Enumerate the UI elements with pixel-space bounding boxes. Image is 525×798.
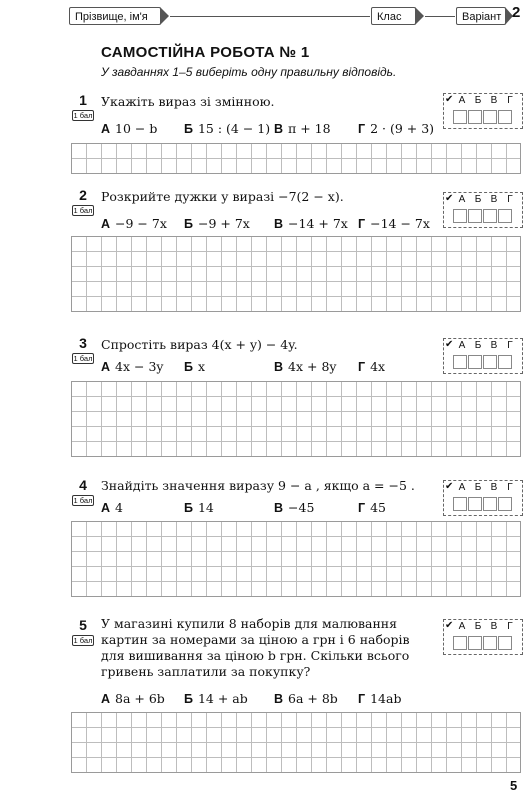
work-grid[interactable] (71, 712, 521, 773)
answer-letters (454, 340, 518, 351)
option-letter: Б (184, 692, 193, 706)
option-text: 2 · (9 + 3) (370, 121, 435, 136)
answer-box[interactable] (443, 93, 523, 129)
answer-cell[interactable] (498, 636, 512, 650)
answer-letter: Г (507, 194, 513, 205)
variant-number: 2 (512, 4, 521, 21)
option-d[interactable] (358, 121, 434, 136)
answer-cell[interactable] (453, 497, 467, 511)
option-text: 14ab (370, 691, 402, 706)
option-letter: В (274, 501, 284, 515)
answer-letter: Б (474, 482, 482, 493)
option-text: x (197, 359, 206, 374)
option-text: 14 + ab (197, 691, 248, 706)
question-number-badge (72, 336, 94, 364)
option-b[interactable] (184, 121, 270, 136)
option-text: 10 − b (115, 121, 158, 136)
option-text: −14 + 7x (288, 216, 348, 231)
answer-cell[interactable] (483, 110, 497, 124)
page-title: САМОСТІЙНА РОБОТА № 1 (101, 44, 310, 61)
option-letter: Г (358, 122, 366, 136)
option-letter: А (101, 217, 111, 231)
answer-cell[interactable] (483, 209, 497, 223)
answer-box[interactable] (443, 338, 523, 374)
option-b[interactable] (184, 359, 205, 374)
answer-letter: Б (474, 194, 482, 205)
question-number: 3 (79, 335, 87, 351)
option-text: −45 (288, 500, 315, 515)
answer-letter: В (490, 194, 498, 205)
points-label: 1 бал (73, 496, 93, 505)
answer-letter: Г (507, 95, 513, 106)
question-number-badge (72, 478, 94, 506)
points-label: 1 бал (73, 354, 93, 363)
option-letter: Б (184, 122, 193, 136)
answer-cell[interactable] (483, 497, 497, 511)
name-field-label[interactable] (69, 7, 161, 25)
answer-cell[interactable] (498, 209, 512, 223)
answer-letter: В (490, 340, 498, 351)
option-d[interactable] (358, 216, 430, 231)
question-text: Розкрийте дужки у виразі −7(2 − x). (101, 189, 344, 204)
option-c[interactable] (274, 691, 338, 706)
option-letter: Б (184, 501, 193, 515)
answer-cell[interactable] (468, 497, 482, 511)
option-c[interactable] (274, 121, 331, 136)
question-number-badge (72, 188, 94, 216)
answer-letter: Г (507, 621, 513, 632)
question-number: 5 (79, 617, 87, 633)
option-letter: В (274, 360, 284, 374)
option-a[interactable] (101, 500, 123, 515)
option-text: 14 (197, 500, 214, 515)
question-text: Укажіть вираз зі змінною. (101, 94, 275, 109)
question-text: Знайдіть значення виразу 9 − a , якщо a = −5 . (101, 478, 415, 493)
option-c[interactable] (274, 359, 336, 374)
question-number: 1 (79, 92, 87, 108)
variant-label-text: Варіант (462, 11, 502, 23)
answer-cell[interactable] (453, 110, 467, 124)
option-text: −9 − 7x (115, 216, 167, 231)
option-letter: В (274, 692, 284, 706)
option-text: 4x (370, 359, 386, 374)
question-number: 2 (79, 187, 87, 203)
answer-cells[interactable] (453, 208, 513, 227)
option-b[interactable] (184, 500, 214, 515)
option-letter: А (101, 360, 111, 374)
answer-cell[interactable] (483, 355, 497, 369)
option-text: −9 + 7x (197, 216, 250, 231)
option-d[interactable] (358, 359, 385, 374)
checkmark-icon: ✔ (445, 481, 454, 492)
option-c[interactable] (274, 216, 348, 231)
answer-cells[interactable] (453, 635, 513, 654)
answer-letter: А (458, 482, 466, 493)
option-letter: Б (184, 217, 193, 231)
option-d[interactable] (358, 500, 386, 515)
answer-box[interactable] (443, 480, 523, 516)
answer-box[interactable] (443, 619, 523, 655)
option-letter: Г (358, 360, 366, 374)
checkmark-icon: ✔ (445, 339, 454, 350)
points-label: 1 бал (73, 111, 93, 120)
answer-cell[interactable] (468, 355, 482, 369)
option-text: 4x − 3y (115, 359, 164, 374)
answer-cell[interactable] (453, 355, 467, 369)
option-text: 4 (115, 500, 123, 515)
answer-letters (454, 621, 518, 632)
name-line (170, 16, 370, 17)
option-letter: В (274, 217, 284, 231)
points-label: 1 бал (73, 206, 93, 215)
class-field-arrow (415, 7, 424, 25)
class-field-label[interactable] (371, 7, 416, 25)
option-letter: Г (358, 501, 366, 515)
answer-cell[interactable] (498, 355, 512, 369)
work-grid[interactable] (71, 381, 521, 457)
page-subtitle: У завданнях 1–5 виберіть одну правильну відповідь. (101, 65, 397, 79)
answer-letter: В (490, 95, 498, 106)
answer-letter: Б (474, 340, 482, 351)
checkmark-icon: ✔ (445, 94, 454, 105)
class-label-text: Клас (377, 11, 402, 23)
question-text: Спростіть вираз 4(x + y) − 4y. (101, 337, 298, 352)
answer-cell[interactable] (453, 209, 467, 223)
answer-cell[interactable] (453, 636, 467, 650)
option-text: 4x + 8y (288, 359, 337, 374)
answer-letter: А (458, 194, 466, 205)
option-a[interactable] (101, 359, 163, 374)
answer-letters (454, 95, 518, 106)
answer-letter: А (458, 95, 466, 106)
answer-letter: Б (474, 95, 482, 106)
question-number-badge (72, 618, 94, 646)
option-letter: Г (358, 692, 366, 706)
option-letter: А (101, 501, 111, 515)
answer-cell[interactable] (468, 209, 482, 223)
checkmark-icon: ✔ (445, 620, 454, 631)
option-text: 45 (370, 500, 386, 515)
answer-cell[interactable] (498, 497, 512, 511)
answer-letters (454, 482, 518, 493)
page-number: 5 (510, 778, 518, 793)
points-label: 1 бал (73, 636, 93, 645)
variant-field-label (456, 7, 506, 25)
answer-cells[interactable] (453, 109, 513, 128)
checkmark-icon: ✔ (445, 193, 454, 204)
name-field-arrow (160, 7, 169, 25)
option-a[interactable] (101, 121, 157, 136)
option-text: −14 − 7x (370, 216, 430, 231)
answer-letter: Г (507, 482, 513, 493)
name-label-text: Прізвище, ім'я (75, 11, 148, 23)
work-grid[interactable] (71, 236, 521, 312)
answer-letter: Г (507, 340, 513, 351)
option-c[interactable] (274, 500, 314, 515)
answer-letter: Б (474, 621, 482, 632)
answer-letter: В (490, 621, 498, 632)
option-b[interactable] (184, 216, 250, 231)
answer-cell[interactable] (468, 636, 482, 650)
answer-letter: А (458, 340, 466, 351)
option-letter: Б (184, 360, 193, 374)
work-grid[interactable] (71, 521, 521, 597)
answer-cells[interactable] (453, 496, 513, 515)
option-letter: В (274, 122, 284, 136)
option-a[interactable] (101, 216, 167, 231)
answer-letters (454, 194, 518, 205)
option-text: 15 : (4 − 1) (197, 121, 271, 136)
option-a[interactable] (101, 691, 165, 706)
option-letter: А (101, 692, 111, 706)
option-letter: Г (358, 217, 366, 231)
question-number: 4 (79, 477, 87, 493)
option-d[interactable] (358, 691, 401, 706)
class-line (425, 16, 455, 17)
answer-cell[interactable] (483, 636, 497, 650)
answer-cell[interactable] (498, 110, 512, 124)
option-b[interactable] (184, 691, 248, 706)
option-text: 8a + 6b (115, 691, 165, 706)
answer-box[interactable] (443, 192, 523, 228)
option-letter: А (101, 122, 111, 136)
answer-letter: В (490, 482, 498, 493)
question-number-badge (72, 93, 94, 121)
option-text: π + 18 (288, 121, 331, 136)
question-text: У магазині купили 8 наборів для малювання картин за номерами за ціною a грн і 6 наборів для вишивання за ціною b грн. Скільки всього гривень заплатили за покупку? (101, 616, 410, 679)
option-text: 6a + 8b (288, 691, 338, 706)
answer-cell[interactable] (468, 110, 482, 124)
answer-cells[interactable] (453, 354, 513, 373)
work-grid[interactable] (71, 143, 521, 174)
answer-letter: А (458, 621, 466, 632)
